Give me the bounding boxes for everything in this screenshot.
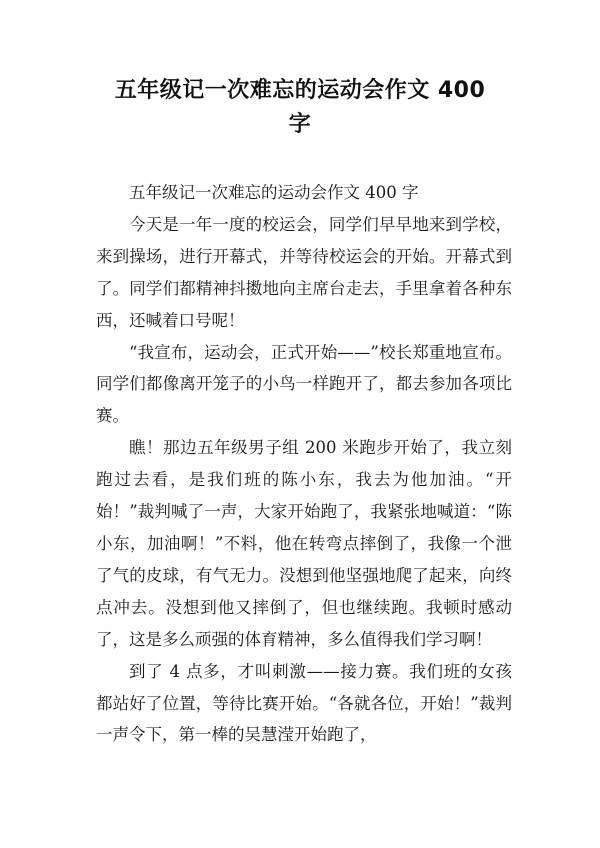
paragraph: “我宣布，运动会，正式开始——”校长郑重地宣布。同学们都像离开笼子的小鸟一样跑开了，都去参加各项比赛。 <box>96 342 512 426</box>
paragraph: 今天是一年一度的校运会，同学们早早地来到学校，来到操场，进行开幕式，并等待校运会的开始。开幕式到了。同学们都精神抖擞地向主席台走去，手里拿着各种东西，还喊着口号呢！ <box>96 214 512 330</box>
document-title: 五年级记一次难忘的运动会作文 400 字 <box>114 78 486 137</box>
paragraph: 到了 4 点多，才叫刺激——接力赛。我们班的女孩都站好了位置，等待比赛开始。“各就各位，开始！”裁判一声令下，第一棒的吴慧滢开始跑了， <box>96 661 512 745</box>
document-body <box>96 177 512 751</box>
paragraph: 瞧！那边五年级男子组 200 米跑步开始了，我立刻跑过去看，是我们班的陈小东，我去为他加油。“开始！”裁判喊了一声，大家开始跑了，我紧张地喊道：“陈小东，加油啊！”不料，他在转弯点摔倒了，我像一个泄了气的皮球，有气无力。没想到他坚强地爬了起来，向终点冲去。没想到他又摔倒了，但也继续跑。我顿时感动了，这是多么顽强的体育精神，多么值得我们学习啊！ <box>96 438 512 649</box>
paragraph-subtitle: 五年级记一次难忘的运动会作文 400 字 <box>129 183 419 202</box>
